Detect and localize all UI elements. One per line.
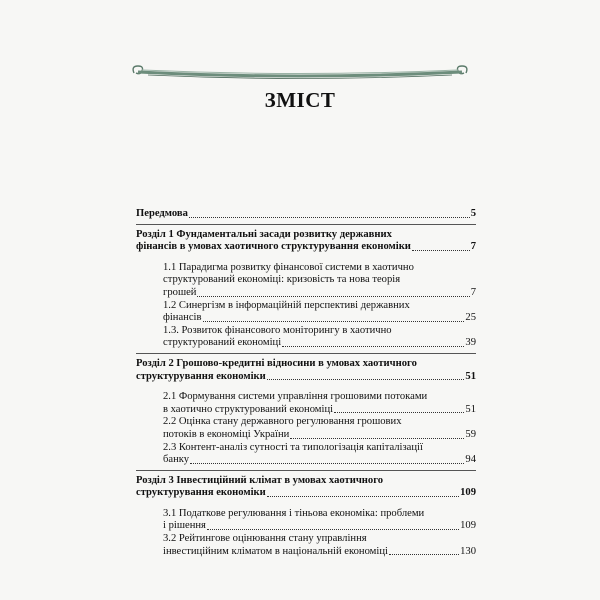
toc-page-number: 109: [460, 520, 476, 532]
toc-entry-text: фінансів: [163, 312, 202, 324]
toc-entry-text: грошей: [163, 286, 197, 298]
toc-entry-text: структурування економіки: [136, 487, 266, 499]
header-ornament: [128, 62, 472, 82]
leader-dots: [334, 412, 464, 413]
toc-entry-text: 3.1 Податкове регулювання і тіньова економіка: проблеми: [163, 507, 425, 519]
toc-page-number: 25: [465, 312, 476, 324]
leader-dots: [190, 463, 464, 464]
table-of-contents: [136, 208, 476, 558]
leader-dots: [203, 321, 465, 322]
toc-entry-text: Розділ 2 Грошово-кредитні відносини в умовах хаотичного: [136, 357, 417, 369]
toc-entry-text: 3.2 Рейтингове оцінювання стану управління: [163, 533, 367, 545]
divider: [136, 470, 476, 471]
leader-dots: [267, 379, 465, 380]
toc-entry-text: в хаотично структурований економіці: [163, 403, 334, 415]
toc-subsection-2-3: [163, 442, 476, 467]
toc-subsection-1-3: [163, 325, 476, 350]
leader-dots: [267, 496, 459, 497]
toc-page-number: 5: [470, 208, 476, 219]
leader-dots: [207, 529, 459, 530]
toc-entry-text: Передмова: [136, 208, 188, 219]
toc-page-number: 39: [465, 337, 476, 349]
toc-page-number: 7: [470, 241, 476, 253]
toc-entry-preface: [136, 208, 476, 221]
leader-dots: [189, 217, 470, 218]
toc-entry-text: фінансів в умовах хаотичного структурування економіки: [136, 241, 411, 253]
toc-page-number: 94: [465, 454, 476, 466]
toc-entry-text: 1.2 Синергізм в інформаційній перспективі державних: [163, 299, 410, 311]
toc-subsection-3-2: [163, 533, 476, 558]
leader-dots: [290, 438, 464, 439]
toc-subsection-3-1: [163, 508, 476, 533]
toc-entry-text: 1.3. Розвиток фінансового моніторингу в хаотично: [163, 324, 392, 336]
toc-entry-text: 2.2 Оцінка стану державного регулювання грошових: [163, 416, 402, 428]
toc-entry-text: структурування економіки: [136, 370, 266, 382]
toc-subsection-2-1: [163, 391, 476, 416]
toc-section-1: [136, 229, 476, 254]
divider: [136, 353, 476, 354]
divider: [136, 224, 476, 225]
toc-entry-text: Розділ 3 Інвестиційний клімат в умовах хаотичного: [136, 474, 384, 486]
toc-entry-text: і рішення: [163, 520, 206, 532]
toc-entry-text: структурований економіці: [163, 337, 282, 349]
toc-page-number: 51: [465, 403, 476, 415]
toc-section-2: [136, 358, 476, 383]
toc-page-number: 51: [465, 370, 476, 382]
toc-entry-text: інвестиційним кліматом в національній економіці: [163, 545, 388, 557]
page-title: ЗМІСТ: [264, 88, 336, 112]
toc-entry-text: банку: [163, 454, 190, 466]
toc-entry-text: 2.1 Формування системи управління грошовими потоками: [163, 391, 428, 403]
leader-dots: [197, 296, 469, 297]
toc-entry-text: 2.3 Контент-аналіз сутності та типологізація капіталізації: [163, 441, 423, 453]
toc-page-number: 130: [460, 545, 476, 557]
toc-entry-text: потоків в економіці України: [163, 428, 290, 440]
leader-dots: [282, 346, 464, 347]
toc-page-number: 109: [460, 487, 476, 499]
toc-entry-text: Розділ 1 Фундаментальні засади розвитку державних: [136, 228, 392, 240]
toc-subsection-1-2: [163, 300, 476, 325]
toc-subsection-2-2: [163, 416, 476, 441]
toc-page-number: 7: [470, 286, 476, 298]
toc-subsection-1-1: [163, 262, 476, 300]
toc-entry-text: 1.1 Парадигма розвитку фінансової системи в хаотично: [163, 261, 414, 273]
toc-section-3: [136, 475, 476, 500]
toc-page-number: 59: [465, 428, 476, 440]
leader-dots: [389, 554, 459, 555]
toc-entry-text: структурований економіці: кризовість та нова теорія: [163, 274, 401, 286]
leader-dots: [412, 250, 470, 251]
